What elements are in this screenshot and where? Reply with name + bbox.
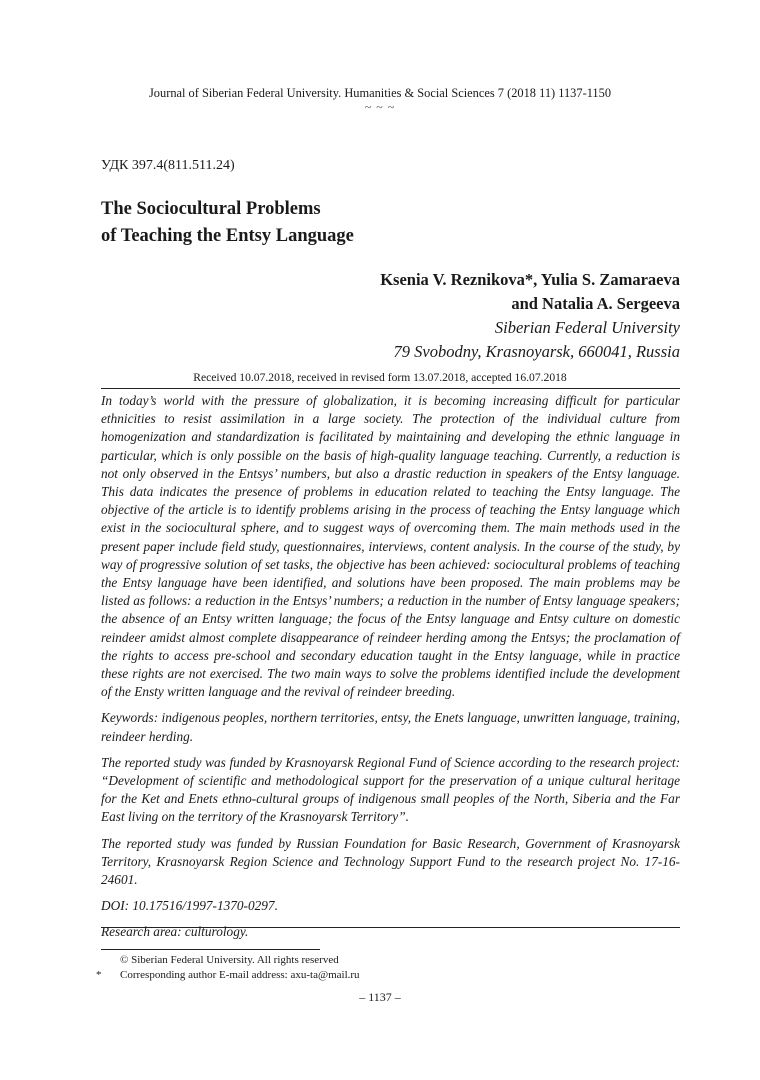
article-title <box>101 196 354 250</box>
affiliation-address: 79 Svobodny, Krasnoyarsk, 660041, Russia <box>393 342 680 361</box>
authors-line-1: Ksenia V. Reznikova*, Yulia S. Zamaraeva <box>380 270 680 289</box>
funding-statement-2: The reported study was funded by Russian Foundation for Basic Research, Government of Krasnoyarsk Territory, Krasnoyarsk Region Science and Technology Support Fund to the research project No. 17-16-24601. <box>101 835 680 888</box>
footnote-star: * <box>96 968 102 981</box>
header-ornament: ~ ~ ~ <box>364 100 396 114</box>
footnote-separator <box>101 949 320 950</box>
bottom-rule <box>101 927 680 928</box>
keywords: Keywords: indigenous peoples, northern territories, entsy, the Enets language, unwritten language, training, reindeer herding. <box>101 710 680 744</box>
footnote-corresponding-text: Corresponding author E-mail address: axu-ta@mail.ru <box>120 968 360 981</box>
footnote-corresponding <box>96 968 360 983</box>
author-block <box>380 268 680 364</box>
abstract-section <box>101 392 680 950</box>
funding-statement-1: The reported study was funded by Krasnoyarsk Regional Fund of Science according to the research project: “Development of scientific and methodological support for the preservation of a unique cultural heritage for the Ket and Enets ethno-cultural groups of indigenous small peoples of the North, Siberia and the Far East living on the territory of the Krasnoyarsk Territory”. <box>101 754 680 825</box>
top-rule <box>101 388 680 389</box>
footnote-copyright: © Siberian Federal University. All rights reserved <box>120 954 339 966</box>
udk-code: УДК 397.4(811.511.24) <box>101 158 235 173</box>
title-line-2: of Teaching the Entsy Language <box>101 226 354 246</box>
footnotes <box>96 953 360 982</box>
received-dates: Received 10.07.2018, received in revised form 13.07.2018, accepted 16.07.2018 <box>193 371 567 384</box>
affiliation: Siberian Federal University <box>494 318 680 337</box>
journal-header: Journal of Siberian Federal University. Humanities & Social Sciences 7 (2018 11) 1137-1150 <box>148 86 612 100</box>
abstract-paragraph: In today’s world with the pressure of globalization, it is becoming increasing difficult for particular ethnicities to resist assimilation in a large society. The protection of the individual culture from homogenization and standardization is facilitated by maintaining and developing the ethnic language in particular, which is only possible on the basis of high-quality language teaching. Currently, a reduction is not only observed in the Entsys’ numbers, but also a drastic reduction in speakers of the Entsy language. This data indicates the presence of problems in education related to teaching the Entsy language. The objective of the article is to identify problems arising in the process of teaching the Entsy language which exist in the sociocultural sphere, and to suggest ways of overcoming them. The main methods used in the present paper include field study, questionnaires, interviews, content analysis. In the course of the study, by way of progressive solution of set tasks, the objective has been achieved: sociocultural problems of teaching the Entsy language have been identified, and solutions have been proposed. The main problems may be listed as follows: a reduction in the Entsys’ numbers; a reduction in the number of Entsy language speakers; the absence of an Entsy written language; the focus of the Entsy language and Entsy culture on domestic reindeer amidst almost complete disappearance of reindeer herding among the Entsys; the proclamation of the rights to access pre-school and secondary education taught in the Entsy language, while in practice these rights are not exercised. The two main ways to solve the problems identified include the development of the Ensty written language and the revival of reindeer breeding. <box>101 393 680 700</box>
research-area: Research area: culturology. <box>101 924 249 940</box>
page-number: – 1137 – <box>359 990 401 1004</box>
title-line-1: The Sociocultural Problems <box>101 199 321 219</box>
authors-line-2: and Natalia A. Sergeeva <box>511 294 680 313</box>
doi: DOI: 10.17516/1997-1370-0297. <box>101 898 278 914</box>
